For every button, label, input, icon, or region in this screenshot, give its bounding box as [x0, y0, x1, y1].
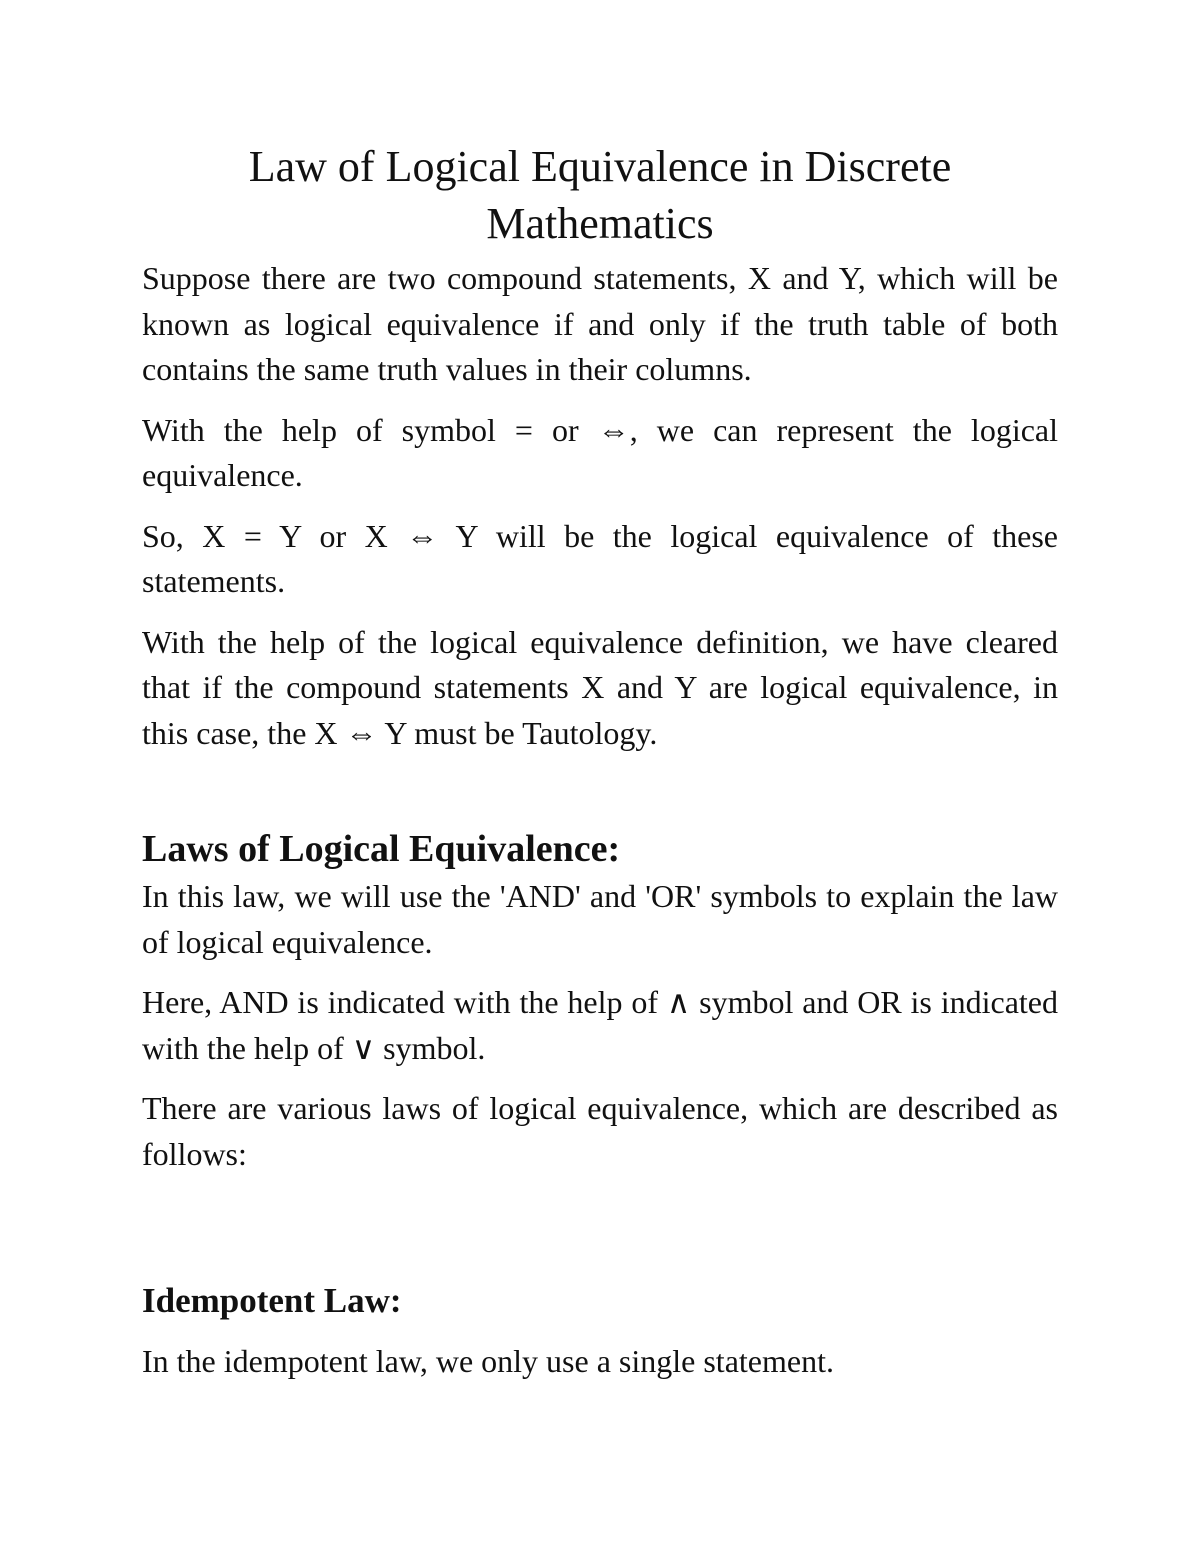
intro-paragraph-tautology: With the help of the logical equivalence definition, we have cleared that if the compound statements X and Y are logical equivalence, in this case, the X ⇔ Y must be Tautology. [142, 623, 1058, 751]
laws-paragraph-intro: In this law, we will use the 'AND' and 'OR' symbols to explain the law of logical equivalence. [142, 878, 1058, 960]
laws-paragraph-symbols: Here, AND is indicated with the help of ∧ symbol and OR is indicated with the help of ∨ symbol. [142, 984, 1058, 1066]
document-title-line-1: Law of Logical Equivalence in Discrete [248, 142, 952, 191]
idempotent-law-paragraph: In the idempotent law, we only use a single statement. [142, 1343, 834, 1379]
document-title [142, 138, 1058, 252]
document-page [142, 138, 1058, 1385]
document-title-line-2: Mathematics [486, 199, 714, 248]
intro-paragraph-symbol: With the help of symbol = or ⇔, we can represent the logical equivalence. [142, 411, 1058, 493]
intro-paragraph-definition: Suppose there are two compound statements, X and Y, which will be known as logical equivalence if and only if the truth table of both contains the same truth values in their columns. [142, 260, 1058, 387]
laws-section-heading: Laws of Logical Equivalence: [142, 828, 621, 870]
laws-paragraph-various: There are various laws of logical equivalence, which are described as follows: [142, 1090, 1058, 1172]
intro-paragraph-example: So, X = Y or X ⇔ Y will be the logical equivalence of these statements. [142, 517, 1058, 599]
idempotent-law-heading: Idempotent Law: [142, 1281, 402, 1320]
